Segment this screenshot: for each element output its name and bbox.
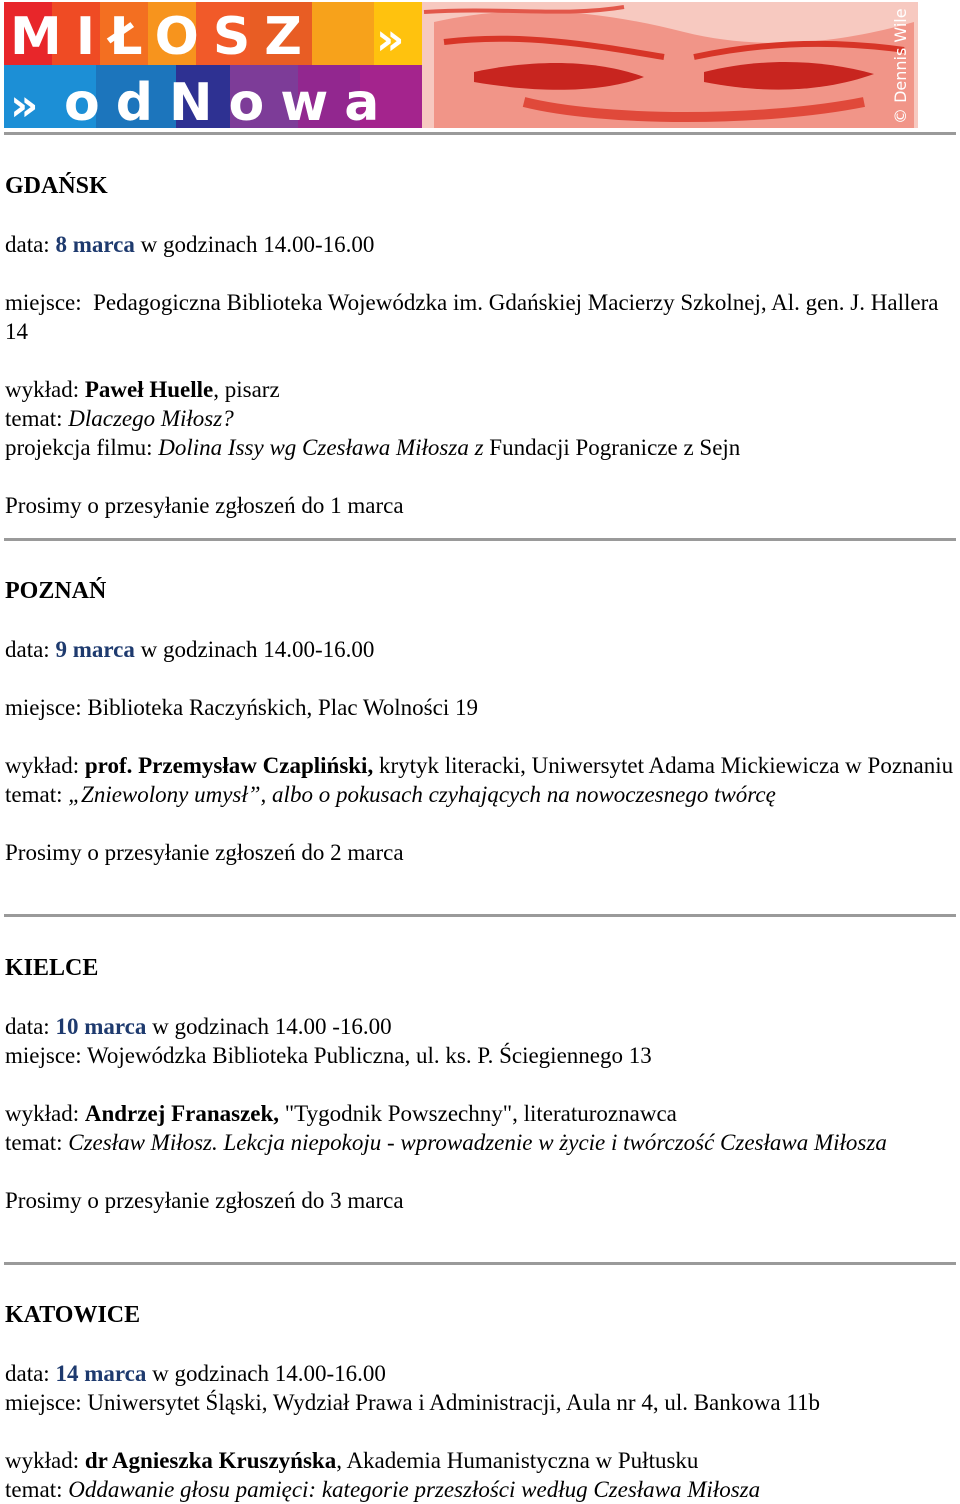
milosz-odnowa-logo <box>4 2 918 128</box>
city-heading: GDAŃSK <box>5 173 108 199</box>
date-value: 14 marca <box>55 1361 147 1386</box>
event-katowice <box>5 1301 955 1504</box>
event-deadline: Prosimy o przesyłanie zgłoszeń do 2 marca <box>5 840 404 865</box>
event-topic: temat: Oddawanie głosu pamięci: kategorie przeszłości według Czesława Miłosza <box>5 1477 761 1502</box>
event-poznan <box>5 577 955 867</box>
event-topic: temat: Dlaczego Miłosz? <box>5 406 234 431</box>
date-value: 10 marca <box>55 1014 147 1039</box>
event-deadline: Prosimy o przesyłanie zgłoszeń do 1 marca <box>5 493 404 518</box>
event-place: miejsce: Biblioteka Raczyńskich, Plac Wolności 19 <box>5 695 478 720</box>
city-heading: POZNAŃ <box>5 578 107 604</box>
header-banner <box>4 2 918 128</box>
event-lecture: wykład: Paweł Huelle, pisarz <box>5 377 280 402</box>
event-lecture: wykład: dr Agnieszka Kruszyńska, Akademia Humanistyczna w Pułtusku <box>5 1448 699 1473</box>
event-gdansk <box>5 172 955 520</box>
svg-text:odNowa: odNowa <box>64 73 396 128</box>
event-date: data: 10 marca w godzinach 14.00 -16.00 <box>5 1014 392 1039</box>
city-heading: KIELCE <box>5 955 99 981</box>
city-heading: KATOWICE <box>5 1302 141 1328</box>
event-place: miejsce: Wojewódzka Biblioteka Publiczna, ul. ks. P. Ściegiennego 13 <box>5 1043 652 1068</box>
divider <box>4 132 956 135</box>
event-place: miejsce: Uniwersytet Śląski, Wydział Prawa i Administracji, Aula nr 4, ul. Bankowa 11b <box>5 1390 820 1415</box>
divider <box>4 538 956 541</box>
lecturer-name: Andrzej Franaszek, <box>84 1101 280 1126</box>
event-date: data: 14 marca w godzinach 14.00-16.00 <box>5 1361 386 1386</box>
svg-text:»: » <box>10 80 39 128</box>
divider <box>4 914 956 917</box>
event-topic: temat: „Zniewolony umysł”, albo o pokusach czyhających na nowoczesnego twórcę <box>5 782 776 807</box>
date-value: 8 marca <box>55 232 135 257</box>
lecturer-name: Paweł Huelle <box>84 377 214 402</box>
date-value: 9 marca <box>55 637 135 662</box>
event-lecture: wykład: prof. Przemysław Czapliński, krytyk literacki, Uniwersytet Adama Mickiewicza w Poznaniu <box>5 753 954 778</box>
event-topic: temat: Czesław Miłosz. Lekcja niepokoju - wprowadzenie w życie i twórczość Czesława Miłosza <box>5 1130 887 1155</box>
event-date: data: 8 marca w godzinach 14.00-16.00 <box>5 232 375 257</box>
event-lecture: wykład: Andrzej Franaszek, "Tygodnik Powszechny", literaturoznawca <box>5 1101 677 1126</box>
lecturer-name: dr Agnieszka Kruszyńska <box>84 1448 337 1473</box>
svg-text:MIŁOSZ: MIŁOSZ <box>10 7 316 67</box>
event-place: miejsce: Pedagogiczna Biblioteka Wojewódzka im. Gdańskiej Macierzy Szkolnej, Al. gen. J. Hallera 14 <box>5 290 939 344</box>
event-deadline: Prosimy o przesyłanie zgłoszeń do 3 marca <box>5 1188 404 1213</box>
lecturer-name: prof. Przemysław Czapliński, <box>84 753 374 778</box>
svg-text:© Dennis Wile: © Dennis Wile <box>891 8 910 124</box>
event-film: projekcja filmu: Dolina Issy wg Czesława Miłosza z Fundacji Pogranicze z Sejn <box>5 435 741 460</box>
event-date: data: 9 marca w godzinach 14.00-16.00 <box>5 637 375 662</box>
divider <box>4 1262 956 1265</box>
svg-text:»: » <box>376 14 405 65</box>
event-kielce <box>5 954 955 1215</box>
